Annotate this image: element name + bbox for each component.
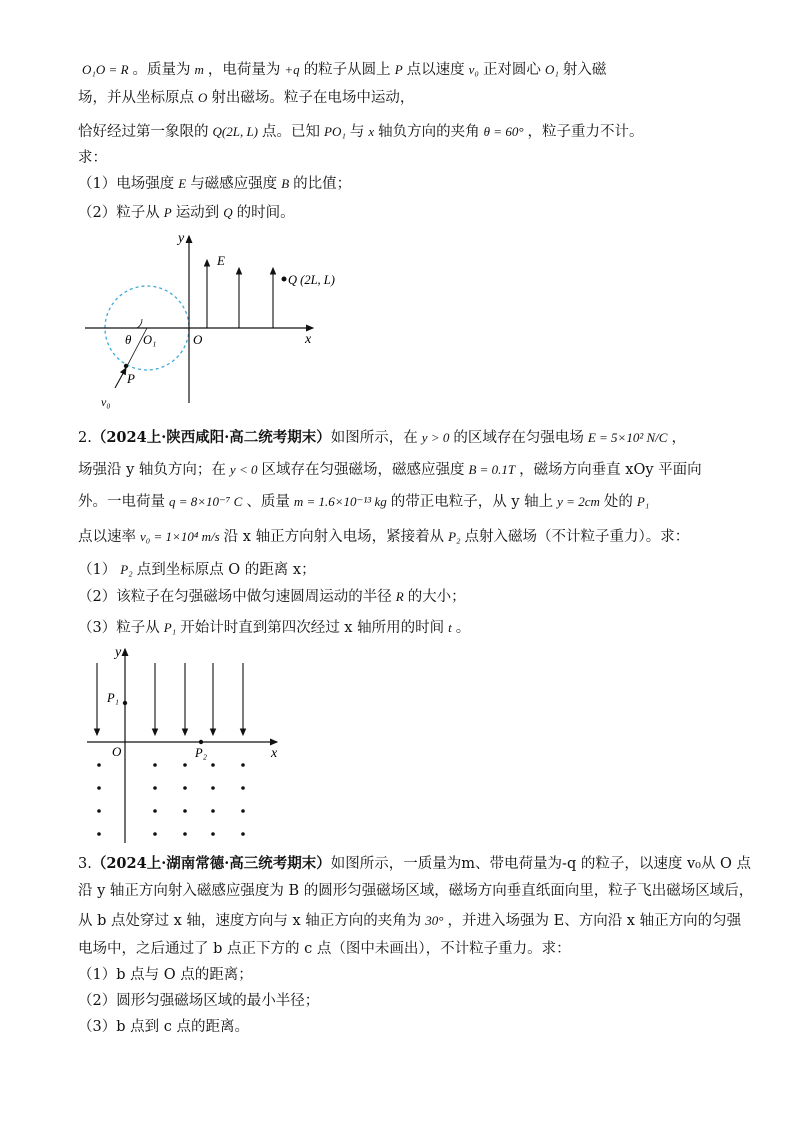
text: 的时间。 [236, 205, 295, 221]
formula: 30° [425, 913, 444, 928]
formula: y > 0 [421, 430, 450, 445]
figure-2-diagram [85, 645, 285, 845]
text: （2）该粒子在匀强磁场中做匀速圆周运动的半径 [78, 589, 392, 605]
text: 点以速率 [78, 529, 136, 545]
text: 轴负方向的夹角 [378, 124, 480, 140]
text: （1） [78, 562, 117, 578]
e-label: E [217, 253, 225, 268]
p2-line-1 [78, 428, 686, 448]
formula: +q [284, 62, 300, 77]
problem-source: （2024上·湖南常德·高三统考期末） [91, 855, 331, 872]
formula: PO₁ [324, 124, 346, 139]
formula: q = 8×10⁻⁷ C [169, 494, 243, 509]
problem-number: 2. [78, 430, 92, 446]
text: 场，并从坐标原点 [78, 90, 194, 106]
p1-line-4: 求： [78, 150, 107, 166]
text: 与磁感应强度 [190, 176, 278, 192]
y-label: y [178, 231, 185, 246]
text: 。质量为 [132, 62, 191, 78]
formula: t [448, 620, 452, 635]
x-label: x [305, 332, 312, 347]
text: 正对圆心 [482, 62, 541, 78]
text: 区域存在匀强磁场，磁感应强度 [261, 462, 465, 478]
theta-label: θ [125, 332, 132, 347]
text: 运动到 [175, 205, 220, 221]
formula: y < 0 [229, 462, 258, 477]
figure-1-diagram [85, 228, 335, 413]
o-label: O [112, 744, 122, 759]
p2-line-2 [78, 460, 702, 480]
o1-label: O₁ [143, 333, 157, 347]
formula: Q [223, 205, 233, 220]
text: 恰好经过第一象限的 [78, 124, 209, 140]
text: 如图所示，一质量为m、带电荷量为-q 的粒子，以速度 v₀从 O 点 [330, 856, 752, 872]
text: 射出磁场。粒子在电场中运动， [211, 90, 415, 106]
formula: O₁O = R [82, 62, 129, 77]
formula: P₁ [163, 620, 177, 635]
p1-label: P₁ [107, 691, 119, 705]
formula: E [178, 176, 187, 191]
formula: P [163, 205, 172, 220]
p-label: P [127, 371, 135, 386]
p3-line-3 [78, 911, 741, 931]
formula: P₂ [120, 562, 133, 577]
p1-line-1 [78, 60, 606, 80]
text: ，磁场方向垂直 xOy 平面向 [519, 462, 702, 478]
formula: P₂ [448, 529, 461, 544]
problem-number: 3. [78, 856, 92, 872]
y-label: y [115, 645, 122, 660]
p1-line-2 [78, 88, 414, 108]
p2-question-3 [78, 618, 470, 638]
text: 与 [349, 124, 365, 140]
text: ，粒子重力不计。 [527, 124, 644, 140]
text: ， [671, 430, 686, 446]
formula: v₀ [468, 62, 479, 77]
formula: θ = 60° [483, 124, 524, 139]
text: 如图所示，在 [330, 430, 418, 446]
point-p2 [199, 740, 203, 744]
text: ，并进入场强为 E、方向沿 x 轴正方向的匀强 [447, 913, 742, 929]
text: 开始计时直到第四次经过 x 轴所用的时间 [180, 620, 445, 636]
formula: m [194, 62, 204, 77]
p3-question-2: （2）圆形匀强磁场区域的最小半径； [78, 993, 320, 1009]
text: 从 b 点处穿过 x 轴，速度方向与 x 轴正方向的夹角为 [78, 913, 422, 929]
formula: v₀ = 1×10⁴ m/s [140, 529, 220, 544]
text: 。 [455, 620, 471, 636]
text: ，电荷量为 [207, 62, 281, 78]
angle-arc [137, 319, 142, 328]
p1-line-3 [78, 122, 644, 142]
formula: R [395, 589, 404, 604]
text: 沿 x 轴正方向射入电场，紧接着从 [223, 529, 445, 545]
text: 场强沿 y 轴负方向；在 [78, 462, 226, 478]
text: （3）粒子从 [78, 620, 160, 636]
text: 点。已知 [262, 124, 321, 140]
formula: E = 5×10² N/C [587, 430, 668, 445]
formula: m = 1.6×10⁻¹³ kg [293, 494, 387, 509]
p2-label: P₂ [195, 746, 207, 760]
v0-label: v₀ [101, 395, 111, 409]
formula: P [394, 62, 403, 77]
formula: B = 0.1T [468, 462, 516, 477]
text: 射入磁 [562, 62, 607, 78]
text: 的区域存在匀强电场 [453, 430, 584, 446]
formula: P₁ [636, 494, 650, 509]
text: 的带正电粒子，从 y 轴上 [390, 494, 554, 510]
text: 的大小； [407, 589, 466, 605]
text: （2）粒子从 [78, 205, 160, 221]
formula: O [198, 90, 208, 105]
formula: x [368, 124, 375, 139]
formula: B [281, 176, 290, 191]
p2-line-3 [78, 492, 653, 512]
formula: y = 2cm [557, 494, 600, 509]
point-p1 [123, 701, 127, 705]
magnetic-field-dots [97, 763, 245, 836]
p3-line-4: 电场中，之后通过了 b 点正下方的 c 点（图中未画出），不计粒子重力。求： [78, 941, 571, 957]
p1-question-1 [78, 174, 351, 194]
p3-line-1 [78, 854, 751, 874]
formula: O₁ [544, 62, 559, 77]
p3-line-2: 沿 y 轴正方向射入磁感应强度为 B 的圆形匀强磁场区域，磁场方向垂直纸面向里，粒子飞出磁场区域后， [78, 883, 754, 899]
text: 点以速度 [406, 62, 465, 78]
point-p [124, 364, 128, 368]
text: 的比值； [293, 176, 352, 192]
text: 的粒子从圆上 [303, 62, 391, 78]
p2-question-1 [78, 560, 316, 580]
point-q [282, 277, 287, 282]
problem-source: （2024上·陕西咸阳·高二统考期末） [91, 429, 331, 446]
text: （1）电场强度 [78, 176, 175, 192]
q-label: Q (2L, L) [288, 273, 335, 287]
text: 、质量 [246, 494, 290, 510]
formula: Q(2L, L) [212, 124, 259, 139]
p2-line-4 [78, 527, 689, 547]
o-label: O [193, 332, 203, 347]
p2-question-2 [78, 587, 466, 607]
p3-question-3: （3）b 点到 c 点的距离。 [78, 1019, 249, 1035]
text: 点到坐标原点 O 的距离 x； [136, 562, 316, 578]
p3-question-1: （1）b 点与 O 点的距离； [78, 967, 253, 983]
velocity-arrow [115, 368, 126, 388]
text: 处的 [603, 494, 633, 510]
text: 点射入磁场（不计粒子重力）。求： [464, 529, 690, 545]
text: 外。一电荷量 [78, 494, 165, 510]
x-label: x [271, 746, 278, 761]
p1-question-2 [78, 203, 295, 223]
